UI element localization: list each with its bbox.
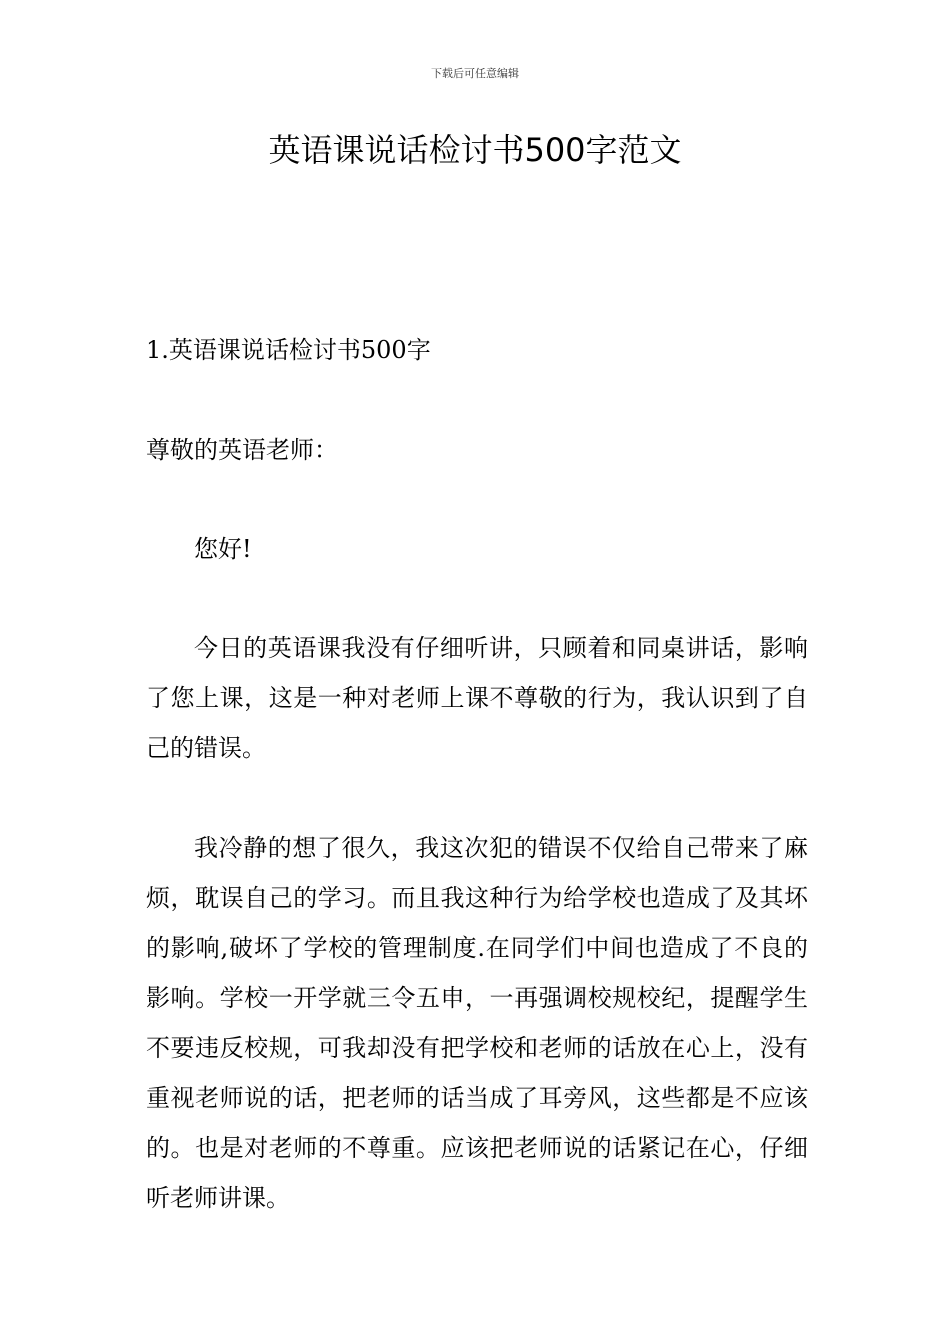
- greeting: [146, 524, 808, 574]
- document-title: 英语课说话检讨书500字范文: [268, 131, 682, 169]
- salutation-text: 尊敬的英语老师：: [146, 436, 338, 464]
- salutation: [146, 425, 808, 475]
- paragraph-text: 今日的英语课我没有仔细听讲，只顾着和同桌讲话，影响了您上课，这是一种对老师上课不尊敬的行为，我认识到了自己的错误。: [146, 634, 808, 762]
- paragraph-text: 我冷静的想了很久，我这次犯的错误不仅给自己带来了麻烦，耽误自己的学习。而且我这种行为给学校也造成了及其坏的影响,破坏了学校的管理制度.在同学们中间也造成了不良的影响。学校一开学就三令五申，一再强调校规校纪，提醒学生不要违反校规，可我却没有把学校和老师的话放在心上，没有重视老师说的话，把老师的话当成了耳旁风，这些都是不应该的。也是对老师的不尊重。应该把老师说的话紧记在心，仔细听老师讲课。: [146, 834, 808, 1212]
- body-paragraph-2: [146, 823, 808, 1223]
- greeting-text: 您好!: [194, 535, 252, 563]
- header-note: 下载后可任意编辑: [431, 67, 519, 80]
- section-heading: [146, 325, 808, 375]
- body-paragraph-1: [146, 623, 808, 773]
- section-heading-text: 1.英语课说话检讨书500字: [146, 336, 431, 364]
